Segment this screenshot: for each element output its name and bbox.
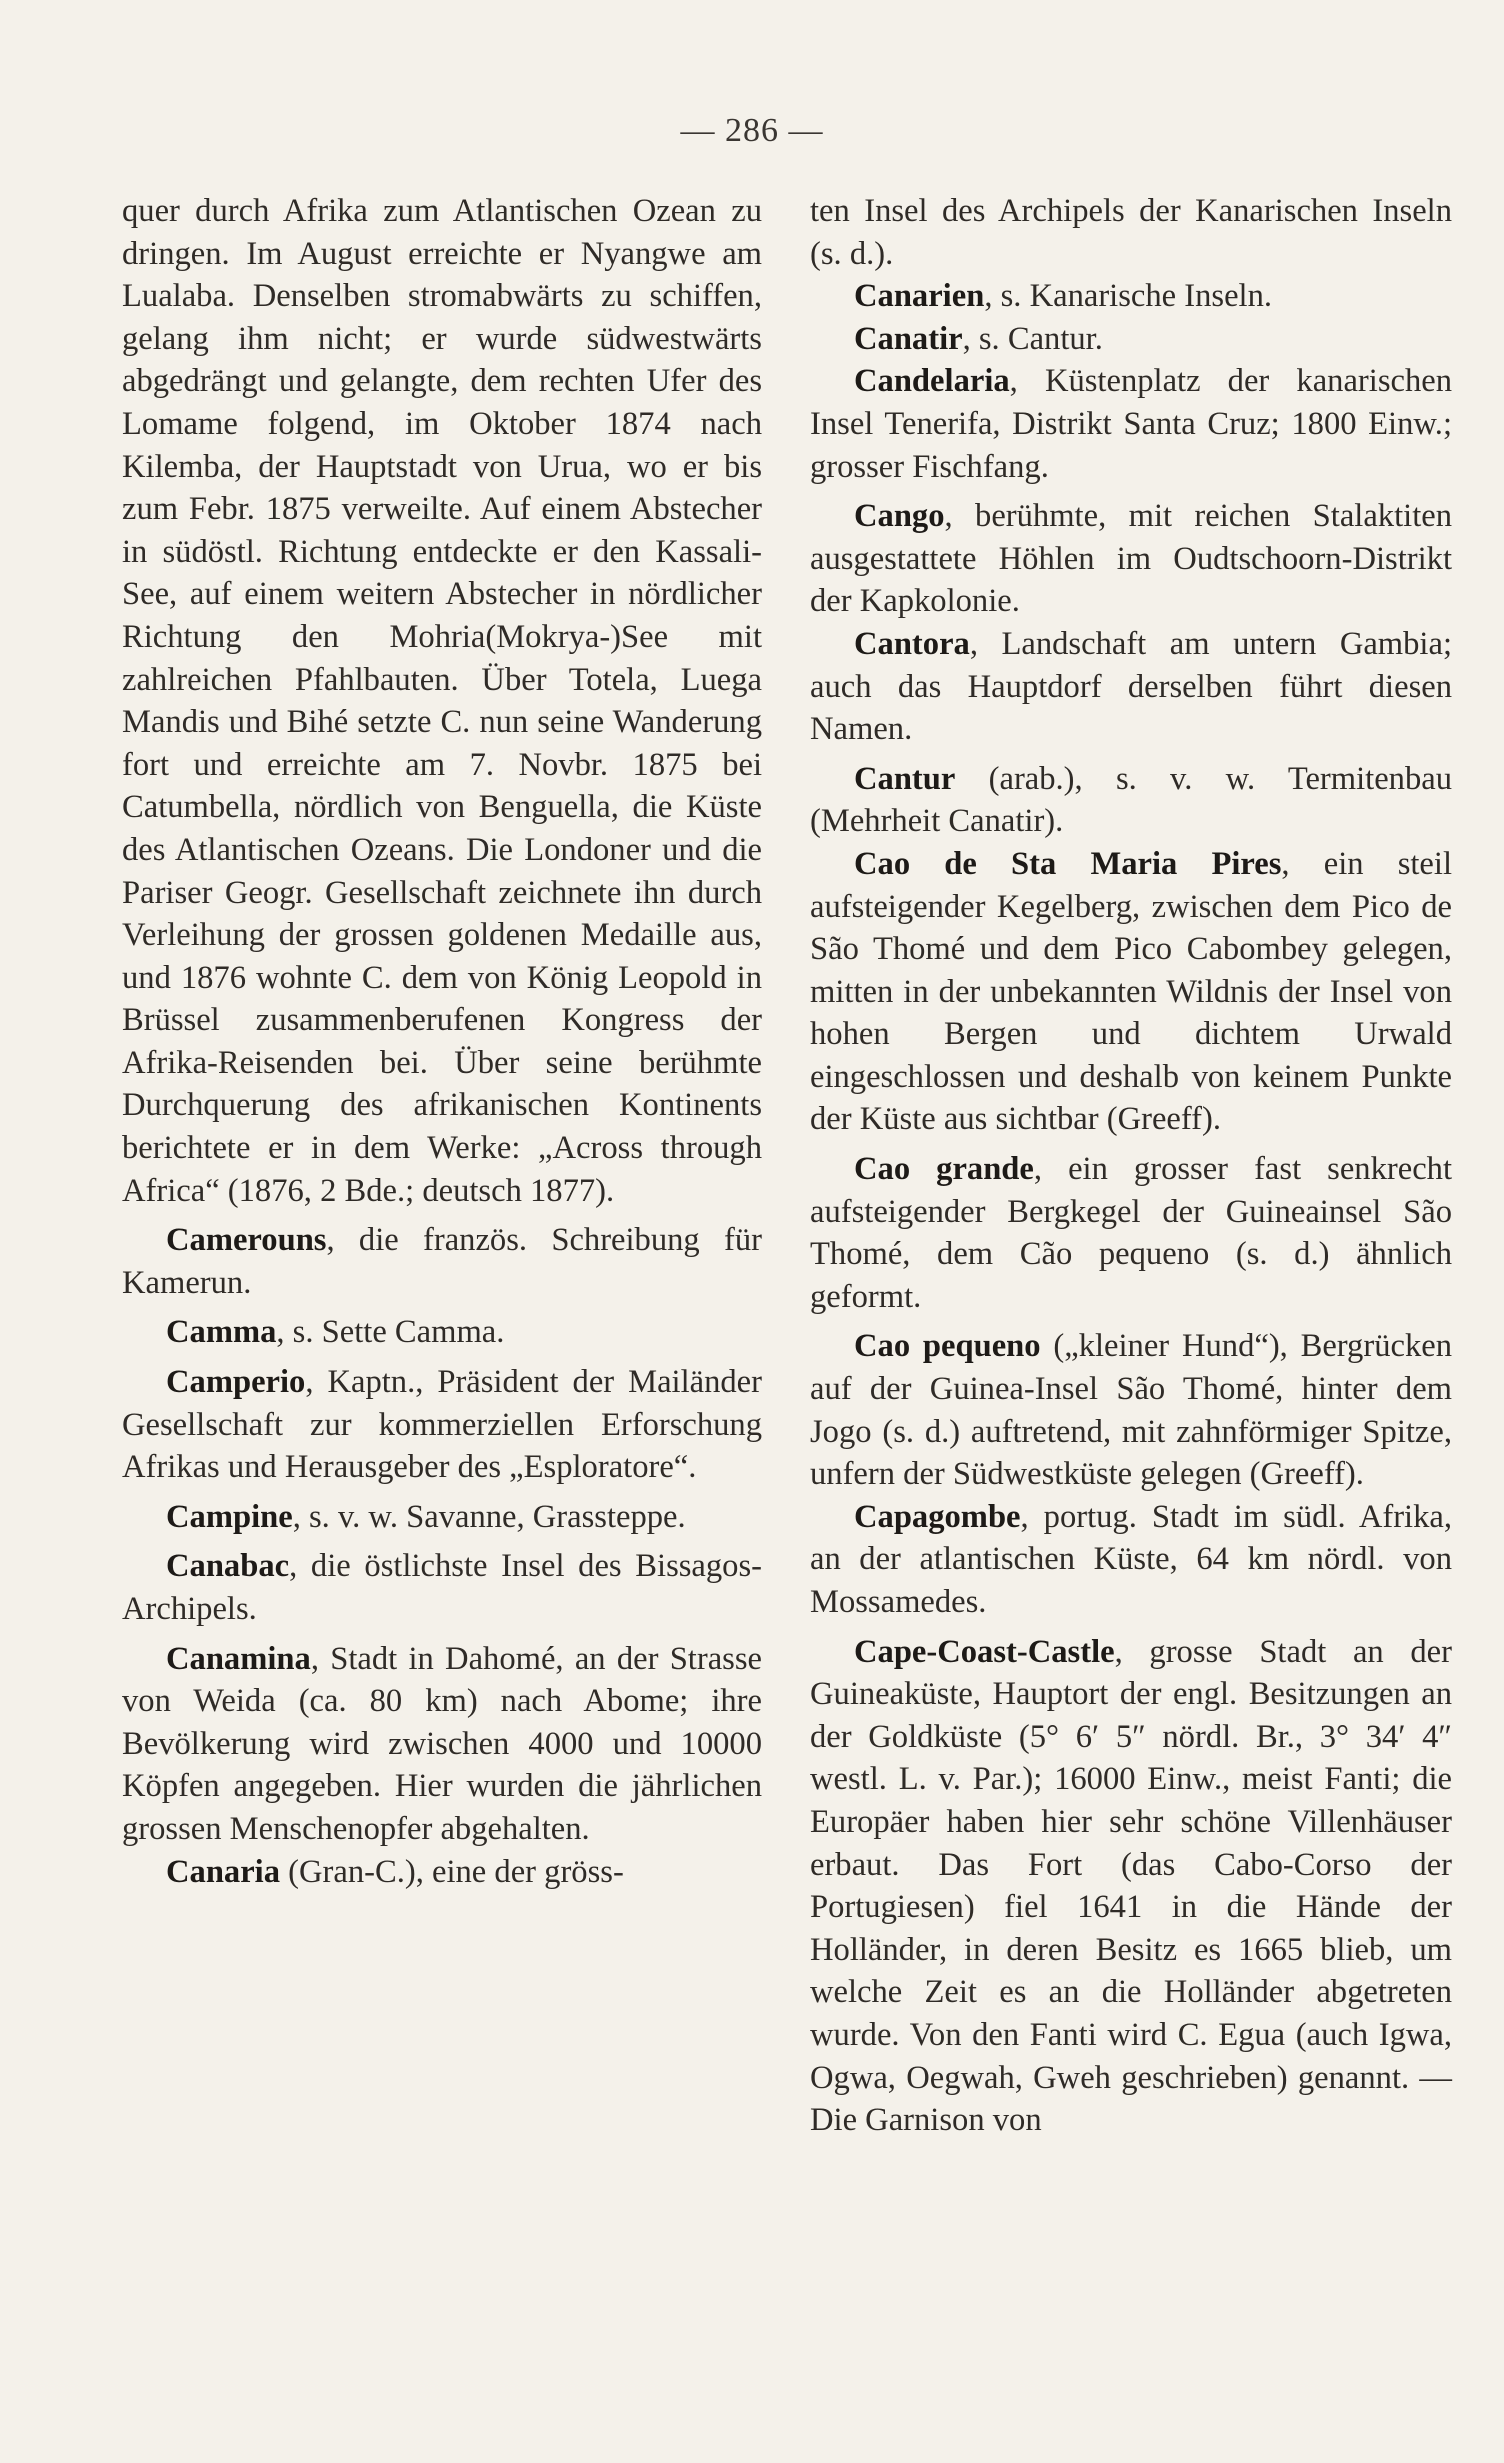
entry-cao-grande xyxy=(810,1148,1452,1318)
headword: Camerouns xyxy=(166,1222,327,1259)
headword: Cango xyxy=(854,498,945,535)
page-number: — 286 — xyxy=(680,112,824,149)
entry-candelaria xyxy=(810,360,1452,488)
entry-cantur xyxy=(810,758,1452,843)
entry-cango xyxy=(810,495,1452,623)
headword: Camperio xyxy=(166,1364,306,1401)
entry-canatir xyxy=(810,318,1452,361)
entry-canaria xyxy=(122,1851,762,1894)
entry-text: ten Insel des Archipels der Kanarischen Inseln (s. d.). xyxy=(810,193,1452,272)
entry-capagombe xyxy=(810,1496,1452,1624)
entry-text: , s. Cantur. xyxy=(962,320,1103,357)
entry-text: , ein steil aufsteigender Kegelberg, zwischen dem Pico de São Thomé und dem Pico Cabombey gelegen, mitten in der unbekannten Wildnis der Insel von hohen Bergen und dichtem Urwald eingeschlossen und deshalb von keinem Punkte der Küste aus sichtbar (Greeff). xyxy=(810,845,1452,1138)
entry-cape-coast-castle xyxy=(810,1631,1452,2142)
entry-cao-pequeno xyxy=(810,1325,1452,1495)
headword: Canamina xyxy=(166,1640,311,1677)
entry-text: (arab.), s. v. w. Termitenbau (Mehrheit Canatir). xyxy=(810,760,1452,840)
entry-continuation xyxy=(122,190,762,1212)
entry-text: , grosse Stadt an der Guineaküste, Hauptort der engl. Besitzungen an der Goldküste (5° 6′ 5″ nördl. Br., 3° 34′ 4″ westl. L. v. Par.); 16000 Einw., meist Fanti; die Europäer haben hier sehr schöne Villenhäuser erbaut. Das Fort (das Cabo-Corso der Portugiesen) fiel 1641 in die Hände der Holländer, in deren Besitz es 1665 blieb, um welche Zeit es an die Holländer abgetreten wurde. Von den Fanti wird C. Egua (auch Igwa, Ogwa, Oegwah, Gweh geschrieben) genannt. — Die Garnison von xyxy=(810,1633,1452,2139)
entry-cao-de-sta-maria-pires xyxy=(810,843,1452,1141)
entry-text: , s. Sette Camma. xyxy=(276,1314,505,1351)
headword: Cao grande xyxy=(854,1151,1034,1188)
entry-text: , berühmte, mit reichen Stalaktiten ausgestattete Höhlen im Oudtschoorn-Distrikt der Kapkolonie. xyxy=(810,498,1452,620)
entry-text: , die französ. Schreibung für Kamerun. xyxy=(122,1222,762,1301)
entry-text: , Küstenplatz der kanarischen Insel Tenerifa, Distrikt Santa Cruz; 1800 Einw.; grosser Fischfang. xyxy=(810,363,1452,485)
headword: Cape-Coast-Castle xyxy=(854,1633,1115,1670)
entry-text: , Landschaft am untern Gambia; auch das Hauptdorf derselben führt diesen Namen. xyxy=(810,625,1452,748)
entry-text: , portug. Stadt im südl. Afrika, an der atlantischen Küste, 64 km nördl. von Mossamedes. xyxy=(810,1498,1452,1620)
entry-text: , s. Kanarische Inseln. xyxy=(984,278,1273,315)
headword: Canaria xyxy=(166,1853,281,1890)
entry-text: , s. v. w. Savanne, Grassteppe. xyxy=(292,1498,686,1535)
entry-cantora xyxy=(810,623,1452,751)
entry-campine xyxy=(122,1496,762,1539)
headword: Camma xyxy=(166,1314,277,1351)
left-column xyxy=(122,190,762,1893)
headword: Candelaria xyxy=(854,363,1010,400)
entry-text: („kleiner Hund“), Bergrücken auf der Guinea-Insel São Thomé, hinter dem Jogo (s. d.) auftretend, mit zahnförmiger Spitze, unfern der Südwestküste gelegen (Greeff). xyxy=(810,1328,1452,1493)
entry-text: (Gran-C.), eine der gröss- xyxy=(280,1853,624,1890)
headword: Cantur xyxy=(854,760,956,797)
headword: Canabac xyxy=(166,1548,290,1585)
entry-canarien xyxy=(810,275,1452,318)
entry-text: , Kaptn., Präsident der Mailänder Gesellschaft zur kommerziellen Erforschung Afrikas und Herausgeber des „Esploratore“. xyxy=(122,1364,762,1486)
headword: Cao pequeno xyxy=(854,1328,1041,1365)
entry-text: quer durch Afrika zum Atlantischen Ozean zu dringen. Im August erreichte er Nyangwe am Lualaba. Denselben stromabwärts zu schiffen, gelang ihm nicht; er wurde südwestwärts abgedrängt und gelangte, dem rechten Ufer des Lomame folgend, im Oktober 1874 nach Kilemba, der Hauptstadt von Urua, wo er bis zum Febr. 1875 verweilte. Auf einem Abstecher in südöstl. Richtung entdeckte er den Kassali-See, auf einem weitern Abstecher in nördlicher Richtung den Mohria(Mokrya-)See mit zahlreichen Pfahlbauten. Über Totela, Luega Mandis und Bihé setzte C. nun seine Wanderung fort und erreichte am 7. Novbr. 1875 bei Catumbella, nördlich von Benguella, die Küste des Atlantischen Ozeans. Die Londoner und die Pariser Geogr. Gesellschaft zeichnete ihn durch Verleihung der grossen goldenen Medaille aus, und 1876 wohnte C. dem von König Leopold in Brüssel zusammenberufenen Kongress der Afrika-Reisenden bei. Über seine berühmte Durchquerung des afrikanischen Kontinents berichtete er in dem Werke: „Across through Africa“ (1876, 2 Bde.; deutsch 1877). xyxy=(122,193,762,1209)
entry-text: , ein grosser fast senkrecht aufsteigender Bergkegel der Guineainsel São Thomé, dem Cão pequeno (s. d.) ähnlich geformt. xyxy=(810,1151,1452,1315)
headword: Canatir xyxy=(854,320,963,357)
entry-canabac xyxy=(122,1545,762,1630)
entry-camma xyxy=(122,1311,762,1354)
entry-camperio xyxy=(122,1361,762,1489)
entry-text: , Stadt in Dahomé, an der Strasse von Weida (ca. 80 km) nach Abome; ihre Bevölkerung wird zwischen 4000 und 10000 Köpfen angegeben. Hier wurden die jährlichen grossen Menschenopfer abgehalten. xyxy=(122,1640,762,1847)
entry-continuation xyxy=(810,190,1452,275)
headword: Canarien xyxy=(854,278,985,315)
entry-text: , die östlichste Insel des Bissagos-Archipels. xyxy=(122,1548,762,1627)
headword: Capagombe xyxy=(854,1498,1021,1535)
entry-canamina xyxy=(122,1638,762,1851)
headword: Cao de Sta Maria Pires xyxy=(854,845,1282,882)
right-column xyxy=(810,190,1452,2142)
headword: Campine xyxy=(166,1498,293,1535)
entry-camerouns xyxy=(122,1219,762,1304)
headword: Cantora xyxy=(854,625,970,662)
